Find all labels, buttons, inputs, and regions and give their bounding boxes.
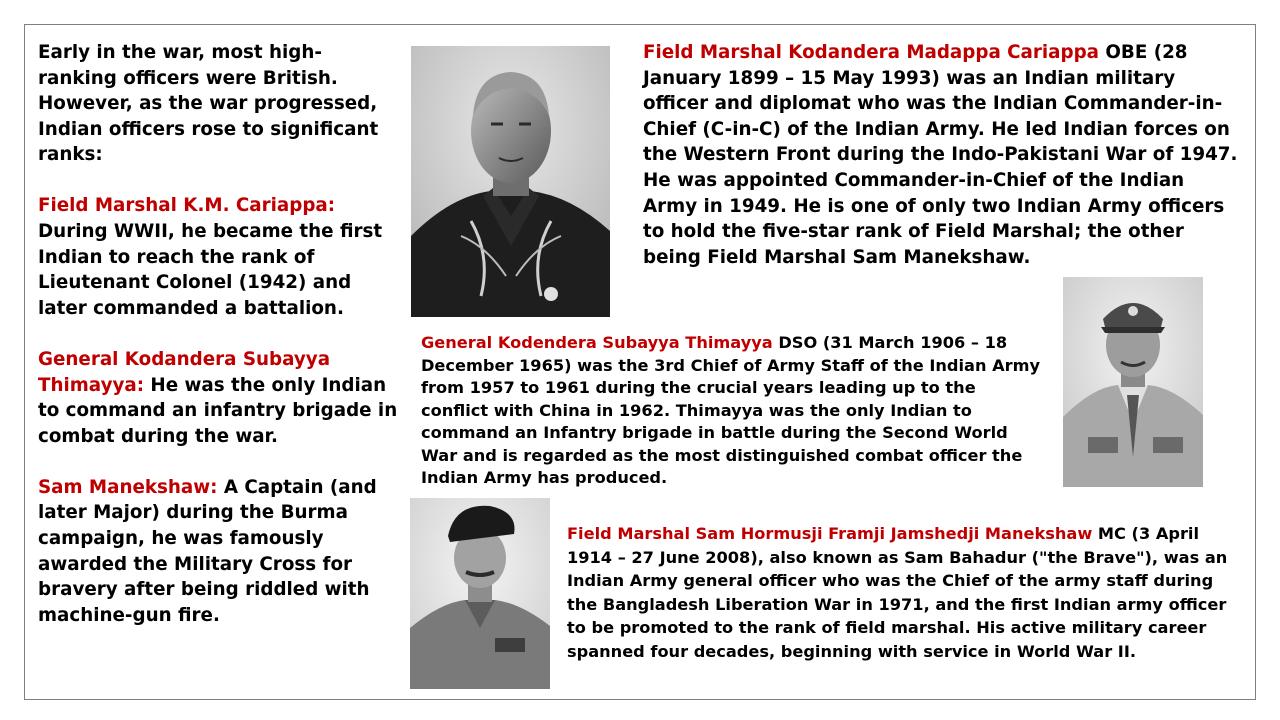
manekshaw-bio-name: Field Marshal Sam Hormusji Framji Jamshedji Manekshaw — [567, 524, 1093, 543]
summary-manekshaw — [38, 475, 398, 629]
summary-thimayya — [38, 347, 398, 449]
left-summary-panel — [38, 40, 398, 628]
summary-thimayya-text: He was the only Indian to command an infantry brigade in combat during the war. — [38, 374, 398, 447]
summary-manekshaw-name: Sam Manekshaw: — [38, 476, 218, 498]
thimayya-bio — [421, 332, 1046, 490]
thimayya-bio-text: DSO (31 March 1906 – 18 December 1965) was the 3rd Chief of Army Staff of the Indian Army from 1957 to 1961 during the crucial years leading up to the conflict with China in 1962. Thimayya was the only Indian to command an Infantry brigade in battle during the Second World War and is regarded as the most distinguished combat officer the Indian Army has produced. — [421, 333, 1041, 487]
summary-cariappa — [38, 193, 398, 321]
cariappa-bio — [643, 40, 1243, 270]
summary-thimayya-name: General Kodandera Subayya Thimayya: — [38, 348, 331, 396]
summary-manekshaw-text: A Captain (and later Major) during the Burma campaign, he was famously awarded the Military Cross for bravery after being riddled with machine-gun fire. — [38, 476, 377, 626]
summary-cariappa-text: During WWII, he became the first Indian to reach the rank of Lieutenant Colonel (1942) and later commanded a battalion. — [38, 221, 383, 319]
intro-paragraph: Early in the war, most high-ranking officers were British. However, as the war progressed, Indian officers rose to significant ranks: — [38, 42, 379, 166]
cariappa-bio-name: Field Marshal Kodandera Madappa Cariappa — [643, 42, 1100, 63]
manekshaw-bio-text: MC (3 April 1914 – 27 June 2008), also known as Sam Bahadur ("the Brave"), was an Indian Army general officer who was the Chief of the army staff during the Bangladesh Liberation War in 1971, and the first Indian army officer to be promoted to the rank of field marshal. His active military career spanned four decades, beginning with service in World War II. — [567, 524, 1228, 661]
manekshaw-portrait-photo — [410, 498, 550, 689]
manekshaw-bio — [567, 522, 1247, 663]
summary-cariappa-name: Field Marshal K.M. Cariappa: — [38, 195, 336, 217]
thimayya-bio-name: General Kodendera Subayya Thimayya — [421, 333, 773, 352]
cariappa-bio-text: OBE (28 January 1899 – 15 May 1993) was an Indian military officer and diplomat who was the Indian Commander-in-Chief (C-in-C) of the Indian Army. He led Indian forces on the Western Front during the Indo-Pakistani War of 1947. He was appointed Commander-in-Chief of the Indian Army in 1949. He is one of only two Indian Army officers to hold the five-star rank of Field Marshal; the other being Field Marshal Sam Manekshaw. — [643, 42, 1238, 268]
thimayya-portrait-photo — [1063, 277, 1203, 487]
cariappa-portrait-photo — [411, 46, 610, 317]
